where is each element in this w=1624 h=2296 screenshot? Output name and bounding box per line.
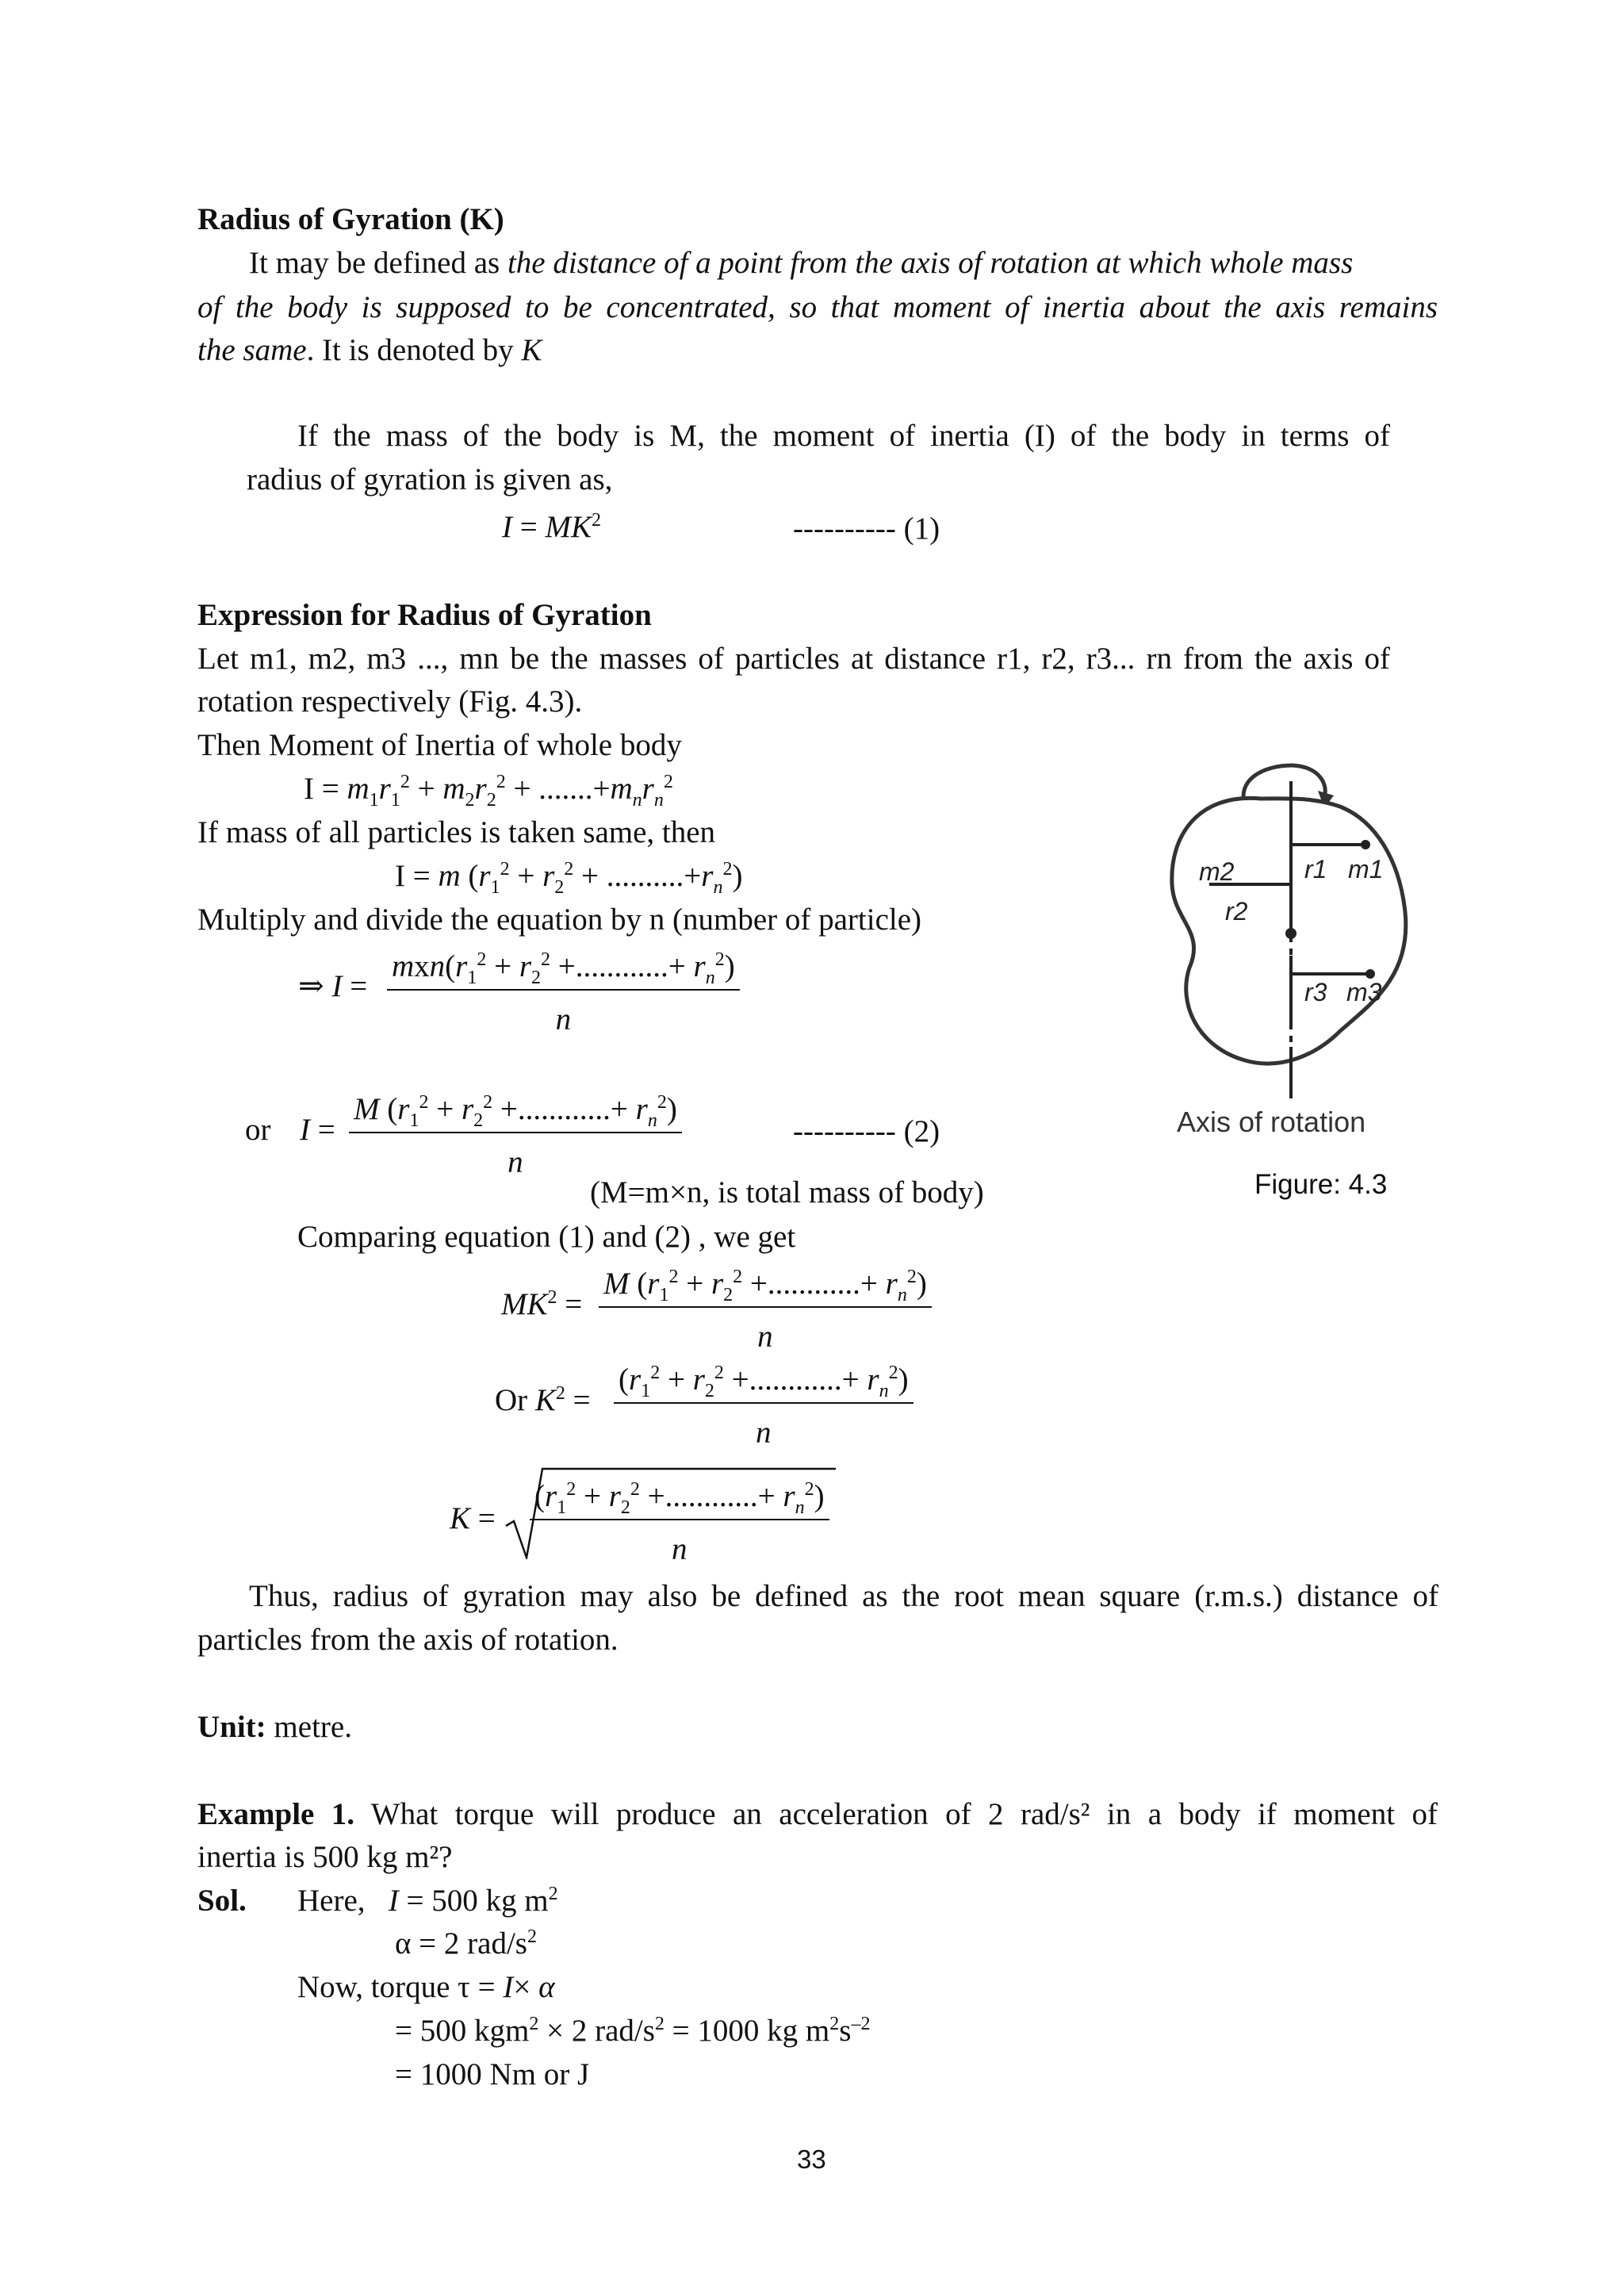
figure-label-r1: r1	[1304, 855, 1327, 884]
mass-line-1: If the mass of the body is M, the moment of inertia (I) of the body in terms of	[297, 419, 1390, 453]
solution-torque-formula: Now, torque τ = I× α	[297, 1970, 555, 2004]
solution-here: Here, I = 500 kg $m^2$	[297, 1884, 558, 1918]
figure-label-m3: m3	[1346, 978, 1382, 1006]
definition-line-2: of the body is supposed to be concentrated, so that moment of inertia about the axis remains	[197, 290, 1438, 324]
total-mass-note: (M=m×n, is total mass of body)	[590, 1175, 984, 1209]
mk2-fraction: M ($r_1^2 + r_2^2$ +............+ $r_n^2$) n	[599, 1266, 932, 1355]
implies-equation-lhs: ⇒ I =	[298, 969, 368, 1003]
definition-line-1	[249, 247, 1353, 278]
or-word-2: Or	[495, 1383, 528, 1417]
example-label: Example 1.	[197, 1797, 355, 1831]
solution-here-word: Here,	[297, 1884, 366, 1918]
example-question: What torque will produce an acceleration of 2 rad/s² in a body if moment of	[354, 1797, 1438, 1831]
or-word: or	[245, 1113, 271, 1147]
example-line-1	[197, 1799, 1438, 1830]
mk2-lhs: $MK^2$ =	[501, 1287, 583, 1321]
definition-tail: . It is denoted by	[306, 333, 522, 367]
figure-label-m1: m1	[1348, 855, 1384, 884]
figure-label-r2: r2	[1225, 897, 1248, 926]
section-heading-expression: Expression for Radius of Gyration	[197, 598, 652, 632]
equation-1: $I = MK^2$	[502, 510, 601, 544]
k2-lhs: Or $K^2$ =	[495, 1383, 591, 1417]
definition-intro: It may be defined as	[249, 246, 508, 280]
inertia-same-mass-equation: I = m $(r_1^2 + r_2^2 + ..........+r_n^2)$	[395, 859, 743, 898]
equation-2-label: ---------- (2)	[793, 1114, 940, 1148]
definition-italic-3: the same	[197, 333, 307, 367]
section-heading-radius-of-gyration: Radius of Gyration (K)	[197, 202, 504, 236]
expression-line-5: Multiply and divide the equation by n (number of particle)	[197, 903, 922, 937]
k-lhs: K =	[450, 1501, 496, 1535]
rms-line-1: Thus, radius of gyration may also be defined as the root mean square (r.m.s.) distance of	[249, 1579, 1438, 1613]
solution-label: Sol.	[197, 1884, 247, 1918]
equation-1-label: ---------- (1)	[793, 512, 940, 546]
unit-label: Unit:	[197, 1710, 266, 1744]
example-line-2: inertia is 500 kg m²?	[197, 1840, 453, 1874]
solution-alpha: α = 2 rad/$s^2$	[395, 1926, 537, 1961]
definition-italic-1: the distance of a point from the axis of rotation at which whole mass	[507, 246, 1354, 280]
equation-2-fraction: M ($r_1^2 + r_2^2$ +............+ $r_n^2$) n	[349, 1091, 682, 1180]
unit-value: metre.	[266, 1710, 352, 1744]
figure-label-r3: r3	[1304, 978, 1327, 1006]
solution-torque-calc: = 500 kgm$^2$ × 2 rad/$s^2 = 1000$ kg $m^2s^{-2}$	[395, 2014, 871, 2048]
figure-4-3-diagram	[1150, 749, 1419, 1106]
expression-line-4: If mass of all particles is taken same, then	[197, 815, 716, 849]
figure-label-m2: m2	[1199, 857, 1235, 886]
rms-line-2: particles from the axis of rotation.	[197, 1623, 619, 1657]
figure-caption: Figure: 4.3	[1254, 1169, 1388, 1200]
comparing-line: Comparing equation (1) and (2) , we get	[297, 1220, 796, 1254]
expression-line-3: Then Moment of Inertia of whole body	[197, 728, 682, 762]
expression-line-1: Let m1, m2, m3 ..., mn be the masses of particles at distance r1, r2, r3... rn from the axis of	[197, 642, 1390, 676]
solution-torque-result: = 1000 Nm or J	[395, 2057, 590, 2091]
page-number: 33	[797, 2145, 826, 2174]
symbol-k: K	[521, 333, 542, 367]
inertia-sum-equation: $I = m_1r_1^2 + m_2r_2^2 + .......+m_nr_n^2$	[304, 772, 673, 811]
implies-equation-fraction: $mxn(r_1^2 + r_2^2$ +............+ $r_n^2$) n	[387, 949, 740, 1037]
equation-2-lhs: I =	[300, 1113, 335, 1147]
expression-line-2: rotation respectively (Fig. 4.3).	[197, 684, 583, 719]
definition-line-3	[197, 335, 542, 366]
k-sqrt-fraction: ($r_1^2 + r_2^2$ +............+ $r_n^2$) n	[530, 1478, 829, 1567]
k2-fraction: ($r_1^2 + r_2^2$ +............+ $r_n^2$) n	[614, 1362, 914, 1451]
unit-line	[197, 1711, 352, 1742]
figure-axis-label: Axis of rotation	[1177, 1106, 1366, 1138]
mass-line-2: radius of gyration is given as,	[247, 462, 613, 496]
